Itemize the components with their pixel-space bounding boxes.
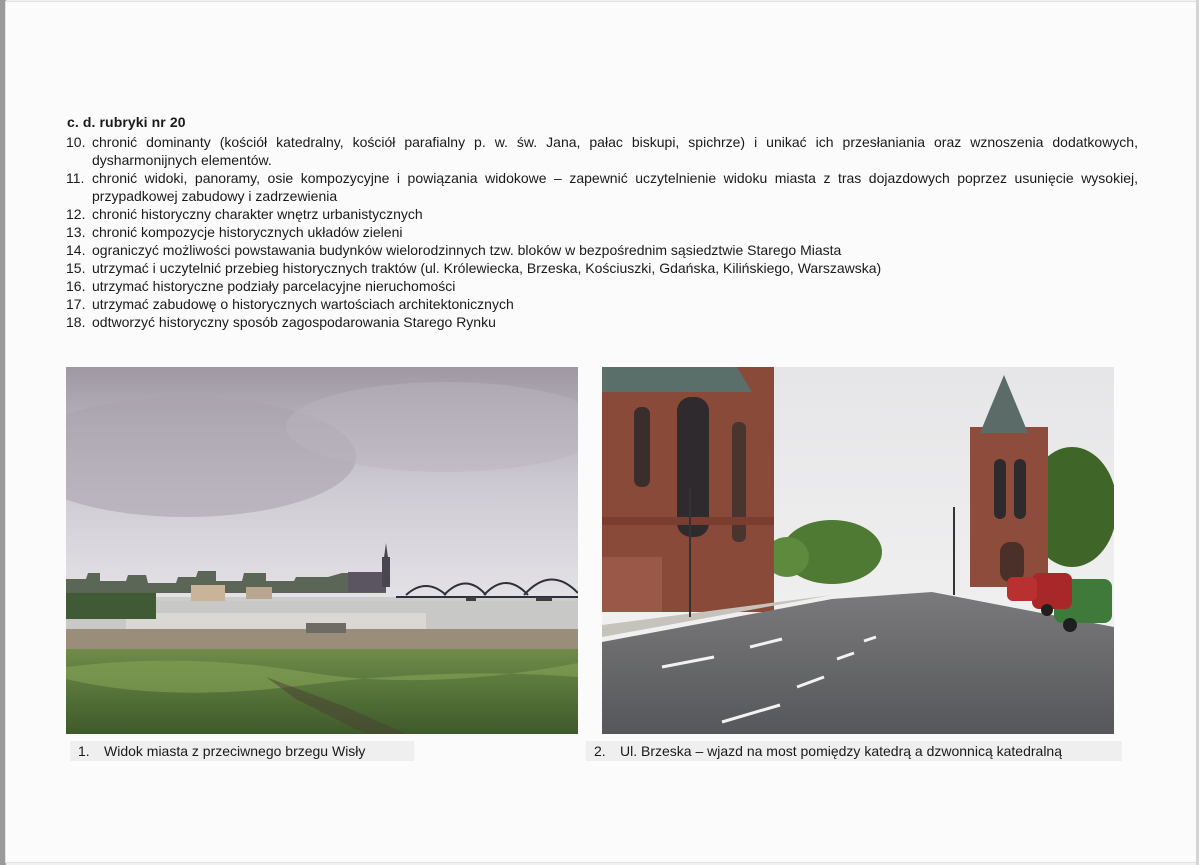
item-number: 18.	[66, 314, 86, 330]
list-item	[66, 223, 1138, 241]
photo-caption	[586, 741, 1122, 761]
item-text: ograniczyć możliwości powstawania budynków wielorodzinnych tzw. bloków w bezpośrednim sąsiedztwie Starego Miasta	[92, 242, 842, 258]
item-number: 16.	[66, 278, 86, 294]
caption-text: Ul. Brzeska – wjazd na most pomiędzy katedrą a dzwonnicą katedralną	[620, 743, 1062, 759]
item-text: utrzymać historyczne podziały parcelacyjne nieruchomości	[92, 278, 456, 294]
item-text: chronić kompozycje historycznych układów zieleni	[92, 224, 403, 240]
list-item	[66, 259, 1138, 277]
item-text: chronić historyczny charakter wnętrz urbanistycznych	[92, 206, 423, 222]
item-number: 15.	[66, 260, 86, 276]
item-text: utrzymać zabudowę o historycznych wartościach architektonicznych	[92, 296, 514, 312]
list-item	[66, 295, 1138, 313]
guidelines-list	[66, 133, 1138, 331]
caption-text: Widok miasta z przeciwnego brzegu Wisły	[104, 743, 366, 759]
list-item	[66, 205, 1138, 223]
list-item	[66, 169, 1138, 205]
caption-number: 1.	[78, 743, 90, 759]
item-number: 14.	[66, 242, 86, 258]
photo-caption	[70, 741, 414, 761]
item-text: odtworzyć historyczny sposób zagospodarowania Starego Rynku	[92, 314, 496, 330]
item-number: 10.	[66, 134, 86, 150]
photo-city-panorama	[66, 367, 578, 734]
item-text: chronić widoki, panoramy, osie kompozycyjne i powiązania widokowe – zapewnić uczytelnienie widoku miasta z tras dojazdowych poprzez usunięcie wysokiej, przypadkowej zabudowy i zadrzewienia	[92, 170, 1138, 204]
item-text: utrzymać i uczytelnić przebieg historycznych traktów (ul. Królewiecka, Brzeska, Kościuszki, Gdańska, Kilińskiego, Warszawska)	[92, 260, 882, 276]
item-number: 13.	[66, 224, 86, 240]
list-item	[66, 313, 1138, 331]
caption-number: 2.	[594, 743, 606, 759]
photo-brzeska-street	[602, 367, 1114, 734]
section-heading: c. d. rubryki nr 20	[67, 114, 186, 130]
item-text: chronić dominanty (kościół katedralny, kościół parafialny p. w. św. Jana, pałac biskupi, spichrze) i unikać ich przesłaniania oraz wznoszenia dodatkowych, dysharmonijnych elementów.	[92, 134, 1138, 168]
list-item	[66, 241, 1138, 259]
list-item	[66, 277, 1138, 295]
item-number: 12.	[66, 206, 86, 222]
item-number: 17.	[66, 296, 86, 312]
item-number: 11.	[66, 170, 85, 186]
list-item	[66, 133, 1138, 169]
